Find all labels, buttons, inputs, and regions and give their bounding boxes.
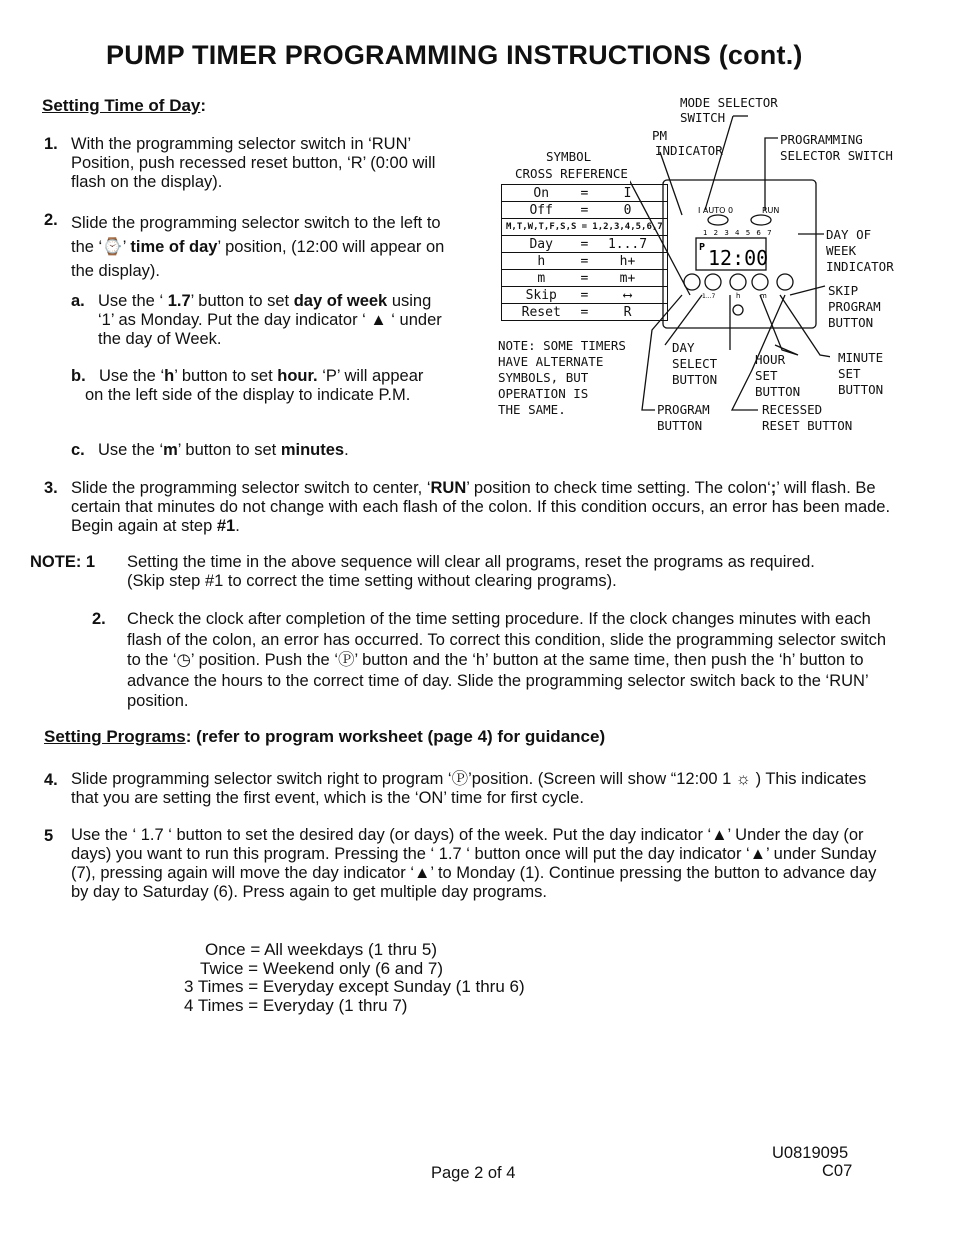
step-3-text: Slide the programming selector switch to center, ‘RUN’ position to check time setting. The colon‘;’ will flash. Be certain that minutes do not change with each flash of the colon. If this condition occurs, an error has been made. Begin again at step #1. bbox=[71, 479, 891, 535]
leader-reset bbox=[732, 295, 785, 410]
table-cell: Reset bbox=[502, 304, 581, 321]
step-2-text: Slide the programming selector switch to the left to the ‘⌚’ time of day’ position, (12:00 will appear on the display). bbox=[71, 214, 445, 280]
step-2a-letter: a. bbox=[71, 292, 85, 310]
document-code: U0819095 bbox=[772, 1144, 849, 1162]
step-4-number: 4. bbox=[44, 771, 58, 789]
label-day-button: BUTTON bbox=[672, 372, 718, 387]
label-selector-switch: SELECTOR SWITCH bbox=[780, 148, 893, 163]
display-p-indicator: P bbox=[699, 242, 706, 253]
table-cell: Off bbox=[502, 202, 581, 219]
table-cell: R bbox=[588, 304, 667, 321]
switch-label-auto: I AUTO 0 bbox=[698, 206, 734, 215]
label-recessed: RECESSED bbox=[762, 402, 823, 417]
label-day-of: DAY OF bbox=[826, 227, 872, 242]
table-cell: Day bbox=[502, 236, 581, 253]
label-pm-indicator: INDICATOR bbox=[655, 143, 723, 158]
note-2-number: 2. bbox=[92, 610, 106, 628]
table-cell: = bbox=[580, 219, 588, 236]
switch-label-run: RUN bbox=[762, 206, 780, 215]
note-label: NOTE: 1 bbox=[30, 553, 96, 571]
label-programming: PROGRAMMING bbox=[780, 132, 863, 147]
table-cell: M,T,W,T,F,S,S bbox=[502, 219, 581, 236]
table-cell: = bbox=[580, 253, 589, 269]
label-reset-button: RESET BUTTON bbox=[762, 418, 853, 433]
table-cell: = bbox=[580, 202, 589, 218]
label-pm: PM bbox=[652, 128, 668, 143]
leader-day-select bbox=[665, 295, 702, 345]
table-cell: 0 bbox=[588, 202, 667, 219]
btn-label-m: m bbox=[760, 292, 767, 300]
section-heading-programs: Setting Programs: (refer to program worksheet (page 4) for guidance) bbox=[44, 727, 606, 746]
section-heading-time-of-day: Setting Time of Day: bbox=[42, 96, 207, 115]
table-cell: h+ bbox=[588, 253, 667, 270]
diagram-note-1: NOTE: SOME TIMERS bbox=[498, 338, 626, 353]
label-skip: SKIP bbox=[828, 283, 859, 298]
table-cell: = bbox=[580, 304, 589, 320]
step-2c-text: Use the ‘m’ button to set minutes. bbox=[98, 441, 349, 459]
label-day: DAY bbox=[672, 340, 695, 355]
label-indicator: INDICATOR bbox=[826, 259, 894, 274]
btn-label-h: h bbox=[736, 292, 741, 300]
table-cell: I bbox=[588, 185, 667, 202]
days-row: 1 2 3 4 5 6 7 bbox=[703, 229, 774, 237]
note-1-text: Setting the time in the above sequence will clear all programs, reset the programs as required. (Skip step #1 to correct the time setting without clearing programs). bbox=[127, 553, 815, 590]
table-cell: On bbox=[502, 185, 581, 202]
diagram-note-2: HAVE ALTERNATE bbox=[498, 354, 604, 369]
leader-programming-selector bbox=[765, 138, 778, 210]
step-5-text: Use the ‘ 1.7 ‘ button to set the desired day (or days) of the week. Put the day indicator ‘▲’ Under the day (or days) you want to run this program. Pressing the ‘ 1.7 ‘ button once will put the day indicator ‘▲’ under Sunday (7), pressing again will move the day indicator ‘▲’ to Monday (1). Continue pressing the button to advance day by day to Saturday (6). Press again to get multiple day programs. bbox=[71, 826, 877, 901]
label-hour: HOUR bbox=[755, 352, 786, 367]
table-cell: = bbox=[580, 287, 589, 303]
xref-title-2: CROSS REFERENCE bbox=[515, 166, 628, 181]
step-2-number: 2. bbox=[44, 211, 58, 229]
label-mode-selector: MODE SELECTOR bbox=[680, 95, 778, 110]
leader-minute bbox=[780, 295, 830, 358]
table-cell: 1...7 bbox=[588, 236, 667, 253]
label-minute-set: SET bbox=[838, 366, 861, 381]
step-2b-text: Use the ‘h’ button to set hour. ‘P’ will appear on the left side of the display to indicate P.M. bbox=[85, 367, 424, 404]
step-5-number: 5 bbox=[44, 827, 54, 845]
step-4-text: Slide programming selector switch right to program ‘Ⓟ’position. (Screen will show “12:00 1 ☼ ) This indicates that you are setting the first event, which is the ‘ON’ time for first cycle. bbox=[71, 770, 867, 807]
note-2-text: Check the clock after completion of the time setting procedure. If the clock changes minutes with each flash of the colon, an error has occurred. To correct this condition, slide the programming selector switch to the ‘◷’ position. Push the ‘Ⓟ’ button and the ‘h’ button at the same time, then push the ‘h’ button to advance the hours to the correct time of day. Slide the programming selector switch back to the ‘RUN’ position. bbox=[127, 610, 887, 710]
label-program: PROGRAM bbox=[657, 402, 710, 417]
list-item: 4 Times = Everyday (1 thru 7) bbox=[184, 996, 408, 1015]
label-minute-button: BUTTON bbox=[838, 382, 884, 397]
label-minute: MINUTE bbox=[838, 350, 884, 365]
label-week: WEEK bbox=[826, 243, 857, 258]
revision-code: C07 bbox=[822, 1162, 853, 1180]
list-item: Twice = Weekend only (6 and 7) bbox=[200, 959, 444, 978]
leader-mode-selector bbox=[705, 116, 733, 210]
diagram-note-5: THE SAME. bbox=[498, 402, 566, 417]
diagram-note-3: SYMBOLS, BUT bbox=[498, 370, 589, 385]
timer-device-diagram bbox=[630, 100, 830, 430]
page-title: PUMP TIMER PROGRAMMING INSTRUCTIONS (cont.) bbox=[106, 40, 803, 70]
step-2a-text: Use the ‘ 1.7’ button to set day of week using ‘1’ as Monday. Put the day indicator ‘ ▲ ‘ under the day of Week. bbox=[98, 292, 442, 348]
table-cell: m bbox=[502, 270, 581, 287]
step-3-number: 3. bbox=[44, 479, 58, 497]
list-item: 3 Times = Everyday except Sunday (1 thru 6) bbox=[184, 977, 525, 996]
table-cell: = bbox=[580, 270, 589, 286]
diagram-note-4: OPERATION IS bbox=[498, 386, 589, 401]
leader-xref bbox=[630, 172, 690, 295]
table-cell: 1,2,3,4,5,6,7 bbox=[588, 219, 667, 236]
step-1-number: 1. bbox=[44, 135, 58, 153]
label-select: SELECT bbox=[672, 356, 718, 371]
label-hour-set: SET bbox=[755, 368, 778, 383]
list-item: Once = All weekdays (1 thru 5) bbox=[205, 940, 437, 959]
btn-label-day: 1...7 bbox=[702, 293, 716, 300]
table-cell: = bbox=[580, 236, 589, 252]
leader-program-button bbox=[642, 295, 682, 410]
display-time: 12:00 bbox=[708, 246, 769, 270]
leader-skip bbox=[790, 286, 825, 295]
label-hour-button: BUTTON bbox=[755, 384, 801, 399]
label-mode-selector-2: SWITCH bbox=[680, 110, 726, 125]
leader-hour bbox=[760, 295, 798, 355]
table-cell: h bbox=[502, 253, 581, 270]
xref-title-1: SYMBOL bbox=[546, 149, 592, 164]
label-skip-button: BUTTON bbox=[828, 315, 874, 330]
table-cell: = bbox=[580, 185, 589, 201]
table-cell: Skip bbox=[502, 287, 581, 304]
step-1-text: With the programming selector switch in ‘RUN’ Position, push recessed reset button, ‘R’ (0:00 will flash on the display). bbox=[71, 135, 436, 191]
step-2b-letter: b. bbox=[71, 367, 86, 385]
label-program-button: BUTTON bbox=[657, 418, 703, 433]
clock-symbol-icon: ⌚ bbox=[102, 238, 123, 256]
table-cell: ⟷ bbox=[588, 287, 667, 304]
page-number: Page 2 of 4 bbox=[431, 1164, 516, 1182]
step-2c-letter: c. bbox=[71, 441, 85, 459]
table-cell: m+ bbox=[588, 270, 667, 287]
label-skip-program: PROGRAM bbox=[828, 299, 881, 314]
